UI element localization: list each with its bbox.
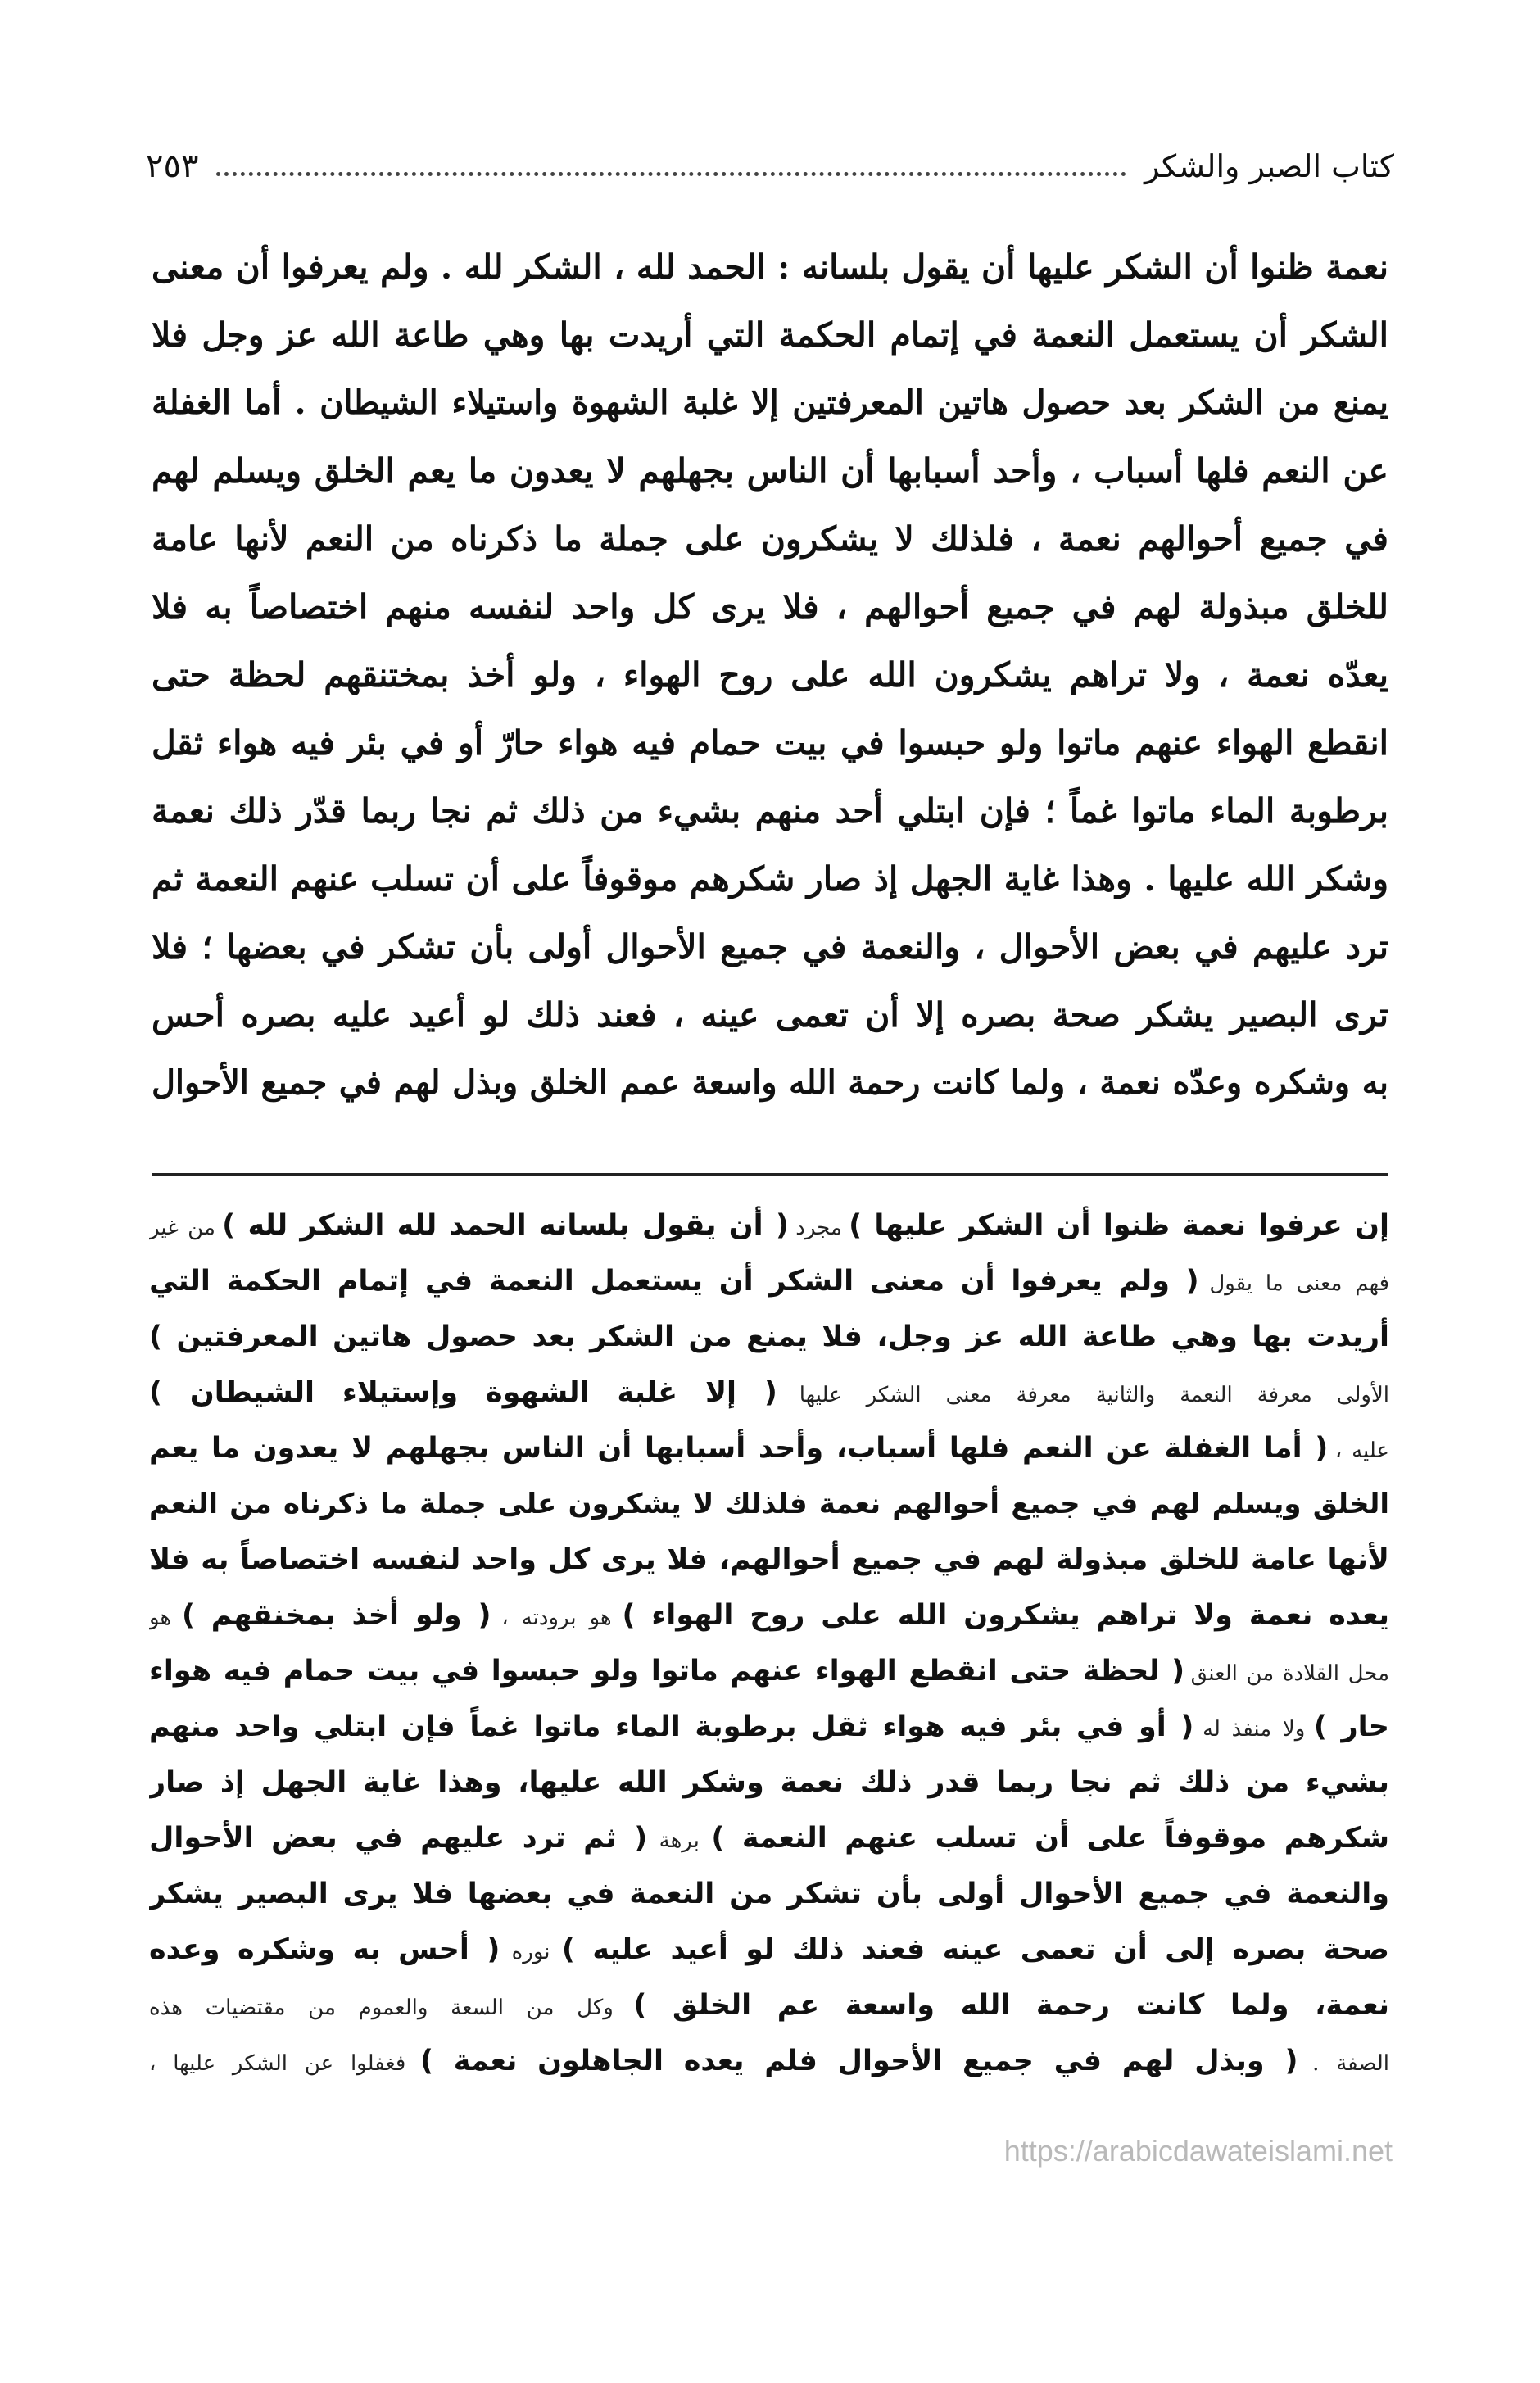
main-text-line: يمنع من الشكر بعد حصول هاتين المعرفتين إلا غلبة الشهوة واستيلاء الشيطان . أما الغفلة	[152, 384, 1388, 422]
explanation-text: فهم معنى ما يقول	[1209, 1271, 1389, 1296]
quoted-text: ( ولم يعرفوا أن معنى الشكر أن يستعمل النعمة في إتمام الحكمة التي	[149, 1265, 1199, 1298]
commentary-line	[149, 1420, 1389, 1476]
quoted-text: ( أحس به وشكره وعده	[149, 1933, 500, 1966]
main-text-line: وشكر الله عليها . وهذا غاية الجهل إذ صار شكرهم موقوفاً على أن تسلب عنهم النعمة ثم	[152, 859, 1388, 899]
explanation-text: هو	[149, 1606, 172, 1630]
main-text-line: عن النعم فلها أسباب ، وأحد أسبابها أن الناس بجهلهم لا يعدون ما يعم الخلق ويسلم لهم	[152, 451, 1388, 491]
explanation-text: وكل من السعة والعموم من مقتضيات هذه	[149, 1996, 614, 2020]
main-text-line: في جميع أحوالهم نعمة ، فلذلك لا يشكرون على جملة ما ذكرناه من النعم لأنها عامة	[152, 519, 1388, 559]
quoted-text: ( لحظة حتى انقطع الهواء عنهم ماتوا ولو حبسوا في بيت حمام فيه هواء	[149, 1655, 1185, 1688]
commentary-line	[149, 1866, 1389, 1922]
header-title: كتاب الصبر والشكر	[1144, 148, 1394, 184]
explanation-text: الأولى معرفة النعمة والثانية معرفة معنى الشكر عليها	[799, 1383, 1389, 1407]
commentary-line	[149, 1810, 1389, 1866]
quoted-text: يعده نعمة ولا تراهم يشكرون الله على روح الهواء )	[622, 1599, 1389, 1632]
commentary-line	[149, 1699, 1389, 1755]
dotted-leader	[216, 172, 1126, 176]
quoted-text: لأنها عامة للخلق مبذولة لهم في جميع أحوالهم، فلا يرى كل واحد لنفسه اختصاصاً به فلا	[149, 1543, 1389, 1576]
footnote-divider	[152, 1173, 1388, 1176]
main-text-line: ترى البصير يشكر صحة بصره إلا أن تعمى عينه ، فعند ذلك لو أعيد عليه بصره أحس	[152, 995, 1388, 1035]
quoted-text: والنعمة في جميع الأحوال أولى بأن تشكر من النعمة في بعضها فلا يرى البصير يشكر	[149, 1878, 1389, 1910]
quoted-text: ( إلا غلبة الشهوة وإستيلاء الشيطان )	[149, 1376, 777, 1409]
quoted-text: صحة بصره إلى أن تعمى عينه فعند ذلك لو أعيد عليه )	[561, 1933, 1389, 1966]
commentary-line	[149, 1198, 1389, 1253]
quoted-text: نعمة، ولما كانت رحمة الله واسعة عم الخلق )	[633, 1989, 1389, 2022]
commentary-line	[149, 2033, 1389, 2089]
main-text	[152, 233, 1388, 1117]
explanation-text: مجرد	[795, 1216, 842, 1240]
quoted-text: ( وبذل لهم في جميع الأحوال فلم يعده الجاهلون نعمة )	[420, 2045, 1298, 2077]
quoted-text: أريدت بها وهي طاعة الله عز وجل، فلا يمنع من الشكر بعد حصول هاتين المعرفتين )	[149, 1321, 1389, 1353]
commentary-line	[149, 1755, 1389, 1810]
quoted-text: حار )	[1313, 1710, 1389, 1743]
commentary-line	[149, 1365, 1389, 1420]
quoted-text: ( أما الغفلة عن النعم فلها أسباب، وأحد أسبابها أن الناس بجهلهم لا يعدون ما يعم	[149, 1432, 1329, 1465]
quoted-text: ( ثم ترد عليهم في بعض الأحوال	[149, 1822, 648, 1855]
commentary-line	[149, 1978, 1389, 2033]
main-text-line: انقطع الهواء عنهم ماتوا ولو حبسوا في بيت حمام فيه هواء حارّ أو في بئر فيه هواء ثقل	[152, 723, 1388, 763]
explanation-text: محل القلادة من العنق	[1190, 1661, 1389, 1686]
commentary-line	[149, 1253, 1389, 1309]
commentary-line	[149, 1588, 1389, 1643]
commentary-text	[149, 1198, 1389, 2089]
main-text-line: به وشكره وعدّه نعمة ، ولما كانت رحمة الله واسعة عمم الخلق وبذل لهم في جميع الأحوال	[152, 1064, 1388, 1102]
main-text-line: الشكر أن يستعمل النعمة في إتمام الحكمة التي أريدت بها وهي طاعة الله عز وجل فلا	[152, 315, 1388, 355]
explanation-text: هو برودته ،	[501, 1606, 612, 1630]
quoted-text: ( ولو أخذ بمخنقهم )	[181, 1599, 491, 1632]
commentary-line	[149, 1922, 1389, 1978]
explanation-text: برهة	[659, 1828, 700, 1853]
watermark-url: https://arabicdawateislami.net	[1003, 2134, 1393, 2168]
explanation-text: ولا منفذ له	[1203, 1717, 1306, 1742]
explanation-text: الصفة .	[1312, 2051, 1389, 2076]
running-header	[146, 138, 1394, 195]
quoted-text: ( أو في بئر فيه هواء ثقل برطوبة الماء ماتوا غماً فإن ابتلي واحد منهم	[149, 1710, 1194, 1743]
commentary-line	[149, 1532, 1389, 1588]
main-text-line: للخلق مبذولة لهم في جميع أحوالهم ، فلا يرى كل واحد لنفسه منهم اختصاصاً به فلا	[152, 587, 1388, 627]
quoted-text: شكرهم موقوفاً على أن تسلب عنهم النعمة )	[711, 1822, 1389, 1855]
commentary-line	[149, 1309, 1389, 1365]
quoted-text: ( أن يقول بلسانه الحمد لله الشكر لله )	[222, 1209, 789, 1242]
main-text-line: ترد عليهم في بعض الأحوال ، والنعمة في جميع الأحوال أولى بأن تشكر في بعضها ؛ فلا	[152, 927, 1388, 967]
main-text-line: نعمة ظنوا أن الشكر عليها أن يقول بلسانه : الحمد لله ، الشكر لله . ولم يعرفوا أن معنى	[152, 247, 1388, 287]
quoted-text: بشيء من ذلك ثم نجا ربما قدر ذلك نعمة وشكر الله عليها، وهذا غاية الجهل إذ صار	[149, 1766, 1389, 1799]
quoted-text: الخلق ويسلم لهم في جميع أحوالهم نعمة فلذلك لا يشكرون على جملة ما ذكرناه من النعم	[149, 1488, 1389, 1520]
page-number: ٢٥٣	[146, 147, 199, 185]
explanation-text: عليه ،	[1334, 1438, 1389, 1463]
quoted-text: إن عرفوا نعمة ظنوا أن الشكر عليها )	[849, 1209, 1389, 1242]
main-text-line: يعدّه نعمة ، ولا تراهم يشكرون الله على روح الهواء ، ولو أخذ بمختنقهم لحظة حتى	[152, 655, 1388, 695]
main-text-line: برطوبة الماء ماتوا غماً ؛ فإن ابتلي أحد منهم بشيء من ذلك ثم نجا ربما قدّر ذلك نعمة	[152, 791, 1388, 831]
commentary-line	[149, 1643, 1389, 1699]
explanation-text: نوره	[511, 1940, 550, 1964]
commentary-line	[149, 1476, 1389, 1532]
explanation-text: فغفلوا عن الشكر عليها ،	[149, 2051, 406, 2076]
explanation-text: من غير	[149, 1216, 215, 1240]
